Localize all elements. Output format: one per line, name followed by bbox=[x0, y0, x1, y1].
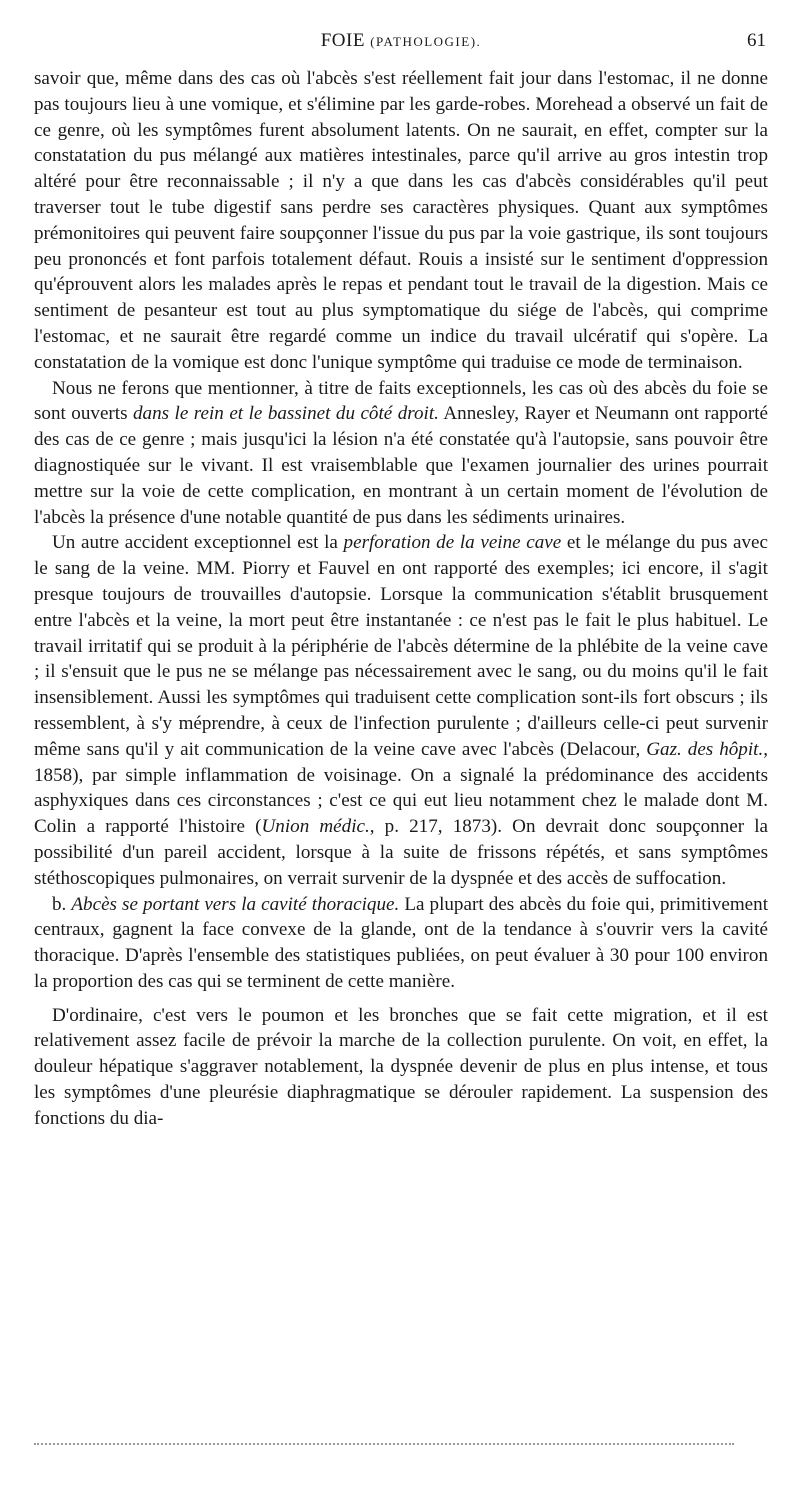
paragraph bbox=[34, 892, 768, 995]
text-run: La plupart des abcès du foie qui, primitivement centraux, gagnent la face convexe de la glande, ont de la tendance à s'ouvrir vers la cavité thoracique. D'après l'ensemble des statistiques publiées, on peut évaluer à 30 pour 100 environ la proportion des cas qui se terminent de cette manière. bbox=[34, 893, 769, 992]
page bbox=[34, 30, 768, 1132]
running-title bbox=[34, 30, 768, 52]
page-number: 61 bbox=[747, 30, 766, 51]
italic-text-run: Abcès se portant vers la cavité thoracique. bbox=[71, 893, 400, 915]
text-run: b. bbox=[52, 893, 72, 915]
text-run: Annesley, Rayer et Neumann ont rapporté des cas de ce genre ; mais jusqu'ici la lésion n'a été constatée qu'à l'autopsie, sans pouvoir être diagnostiquée sur le vivant. Il est vraisemblable que l'examen journalier des urines pourrait mettre sur la voie de cette complication, en montrant à un certain moment de l'évolution de l'abcès la présence d'une notable quantité de pus dans les sédiments urinaires. bbox=[34, 403, 768, 528]
footer-dotted-rule bbox=[34, 1443, 734, 1445]
italic-text-run: dans le rein et le bassinet du côté droit. bbox=[133, 403, 439, 425]
paragraph bbox=[34, 66, 768, 376]
text-run: Un autre accident exceptionnel est la bbox=[52, 532, 344, 554]
paragraph bbox=[34, 530, 768, 891]
body-text bbox=[34, 66, 768, 1132]
paragraph bbox=[34, 376, 768, 531]
running-head bbox=[34, 30, 768, 56]
italic-text-run: perforation de la veine cave bbox=[343, 532, 562, 554]
text-run: savoir que, même dans des cas où l'abcès s'est réellement fait jour dans l'estomac, il ne donne pas toujours lieu à une vomique, et s'élimine par les garde-robes. Morehead a observé un fait de ce genre, où les symptômes furent absolument latents. On ne saurait, en effet, compter sur la constatation du pus mélangé aux matières intestinales, parce qu'il arrive au gros intestin trop altéré pour être reconnaissable ; il n'y a que dans les cas d'abcès considérables qu'il peut traverser tout le tube digestif sans perdre ses caractères physiques. Quant aux symptômes prémonitoires qui peuvent faire soupçonner l'issue du pus par la voie gastrique, ils sont toujours peu prononcés et font parfois totalement défaut. Rouis a insisté sur le sentiment d'oppression qu'éprouvent alors les malades après le repas et pendant tout le travail de la digestion. Mais ce sentiment de pesanteur est tout au plus symptomatique du siége de l'abcès, qui comprime l'estomac, et ne saurait être regardé comme un indice du travail ulcératif qui s'opère. La constatation de la vomique est donc l'unique symptôme qui traduise ce mode de terminaison. bbox=[34, 68, 768, 373]
italic-text-run: Union médic. bbox=[261, 816, 370, 838]
running-title-sub: (PATHOLOGIE). bbox=[370, 34, 482, 49]
running-title-main: FOIE bbox=[320, 30, 365, 51]
text-run: D'ordinaire, c'est vers le poumon et les bronches que se fait cette migration, et il est relativement assez facile de prévoir la marche de la collection purulente. On voit, en effet, la douleur hépatique s'aggraver notablement, la dyspnée devenir de plus en plus intense, et tous les symptômes d'une pleurésie diaphragmatique se dérouler rapidement. La suspension des fonctions du dia- bbox=[34, 1004, 768, 1129]
text-run: , 1858), par simple inflammation de voisinage. On a signalé la prédominance des accidents asphyxiques dans ces circonstances ; c'est ce qui eut lieu notamment chez le malade dont M. Colin a rapporté l'histoire ( bbox=[34, 738, 769, 838]
text-run: Nous ne ferons que mentionner, à titre de faits exceptionnels, les cas où des abcès du foie se sont ouverts bbox=[34, 377, 768, 425]
text-run: , p. 217, 1873). On devrait donc soupçonner la possibilité d'un pareil accident, lorsque à la suite de frissons répétés, et sans symptômes stéthoscopiques pulmonaires, on verrait survenir de la dyspnée et des accès de suffocation. bbox=[34, 816, 769, 889]
text-run: et le mélange du pus avec le sang de la veine. MM. Piorry et Fauvel en ont rapporté des exemples; ici encore, il s'agit presque toujours de trouvailles d'autopsie. Lorsque la communication s'établit brusquement entre l'abcès et la veine, la mort peut être instantanée : ce n'est pas le fait le plus habituel. Le travail irritatif qui se produit à la périphérie de l'abcès détermine de la phlébite de la veine cave ; il s'ensuit que le pus ne se mélange pas nécessairement avec le sang, ou du moins qu'il le fait insensiblement. Aussi les symptômes qui traduisent cette complication sont-ils fort obscurs ; ils ressemblent, à s'y méprendre, à ceux de l'infection purulente ; d'ailleurs celle-ci peut survenir même sans qu'il y ait communication de la veine cave avec l'abcès (Delacour, bbox=[34, 532, 768, 760]
paragraph bbox=[34, 1003, 768, 1132]
italic-text-run: Gaz. des hôpit. bbox=[646, 738, 764, 760]
